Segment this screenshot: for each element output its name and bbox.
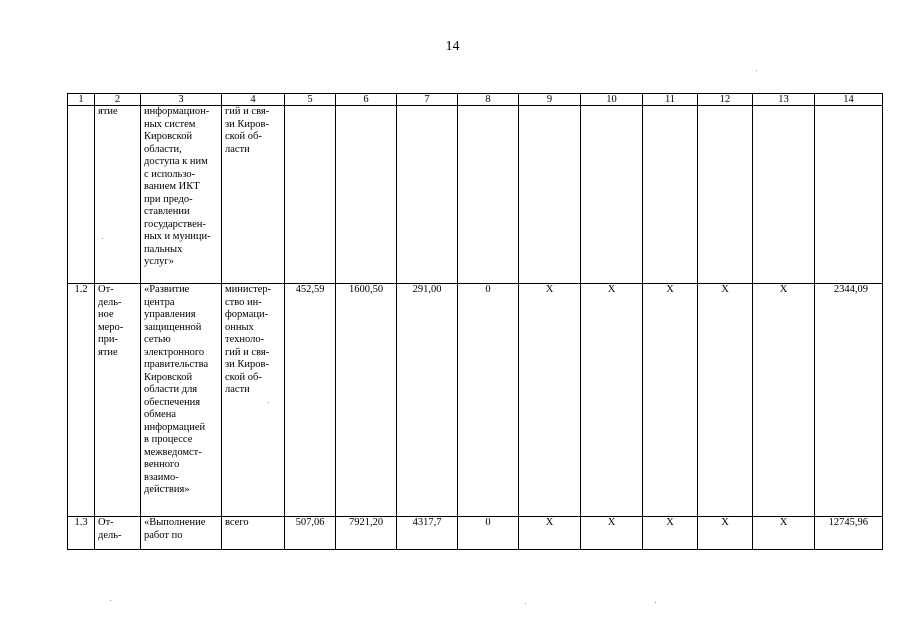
value-cell — [458, 106, 519, 284]
total-cell — [815, 106, 883, 284]
row-executor: гий и свя- зи Киров- ской об- ласти — [222, 106, 285, 284]
column-header: 5 — [285, 94, 336, 106]
table-row — [68, 106, 883, 284]
row-number: 1.2 — [68, 284, 95, 517]
value-cell — [581, 106, 643, 284]
value-cell: Х — [519, 284, 581, 517]
value-cell — [336, 106, 397, 284]
column-header: 2 — [95, 94, 141, 106]
scan-speck — [110, 600, 111, 601]
value-cell: 452,59 — [285, 284, 336, 517]
scan-speck — [525, 603, 526, 604]
total-cell: 2344,09 — [815, 284, 883, 517]
value-cell — [285, 106, 336, 284]
page-number: 14 — [445, 39, 460, 54]
column-header: 11 — [643, 94, 698, 106]
row-title: «Выполнение работ по — [141, 517, 222, 550]
total-cell: 12745,96 — [815, 517, 883, 550]
value-cell: Х — [753, 517, 815, 550]
value-cell: 507,06 — [285, 517, 336, 550]
value-cell — [519, 106, 581, 284]
scan-speck — [756, 70, 757, 71]
column-header: 3 — [141, 94, 222, 106]
value-cell: 4317,7 — [397, 517, 458, 550]
value-cell: Х — [581, 284, 643, 517]
row-number: 1.3 — [68, 517, 95, 550]
scan-speck — [102, 238, 103, 239]
table-row — [68, 284, 883, 517]
row-type: ятие — [95, 106, 141, 284]
column-header: 4 — [222, 94, 285, 106]
column-header: 14 — [815, 94, 883, 106]
row-title: информацион- ных систем Кировской области, доступа к ним с использо- ванием ИКТ при предо- ставлении государствен- ных и муници- пальных услуг» — [141, 106, 222, 284]
value-cell: Х — [753, 284, 815, 517]
scan-speck — [268, 402, 269, 403]
value-cell: Х — [643, 517, 698, 550]
value-cell: Х — [698, 517, 753, 550]
value-cell: 0 — [458, 284, 519, 517]
value-cell — [698, 106, 753, 284]
row-title: «Развитие центра управления защищенной сетью электронного правительства Кировской области для обеспечения обмена информацией в процессе межведомст- венного взаимо- действия» — [141, 284, 222, 517]
value-cell: Х — [581, 517, 643, 550]
value-cell: 7921,20 — [336, 517, 397, 550]
program-table — [67, 93, 883, 550]
row-executor: министер- ство ин- формаци- онных техноло- гий и свя- зи Киров- ской об- ласти — [222, 284, 285, 517]
column-header: 8 — [458, 94, 519, 106]
column-header: 6 — [336, 94, 397, 106]
column-header: 1 — [68, 94, 95, 106]
value-cell: Х — [643, 284, 698, 517]
row-type: От- дель- — [95, 517, 141, 550]
column-header: 9 — [519, 94, 581, 106]
column-number-header — [68, 94, 883, 106]
column-header: 7 — [397, 94, 458, 106]
row-executor: всего — [222, 517, 285, 550]
value-cell — [643, 106, 698, 284]
column-header: 10 — [581, 94, 643, 106]
value-cell — [753, 106, 815, 284]
value-cell — [397, 106, 458, 284]
row-number — [68, 106, 95, 284]
column-header: 13 — [753, 94, 815, 106]
table-row — [68, 517, 883, 550]
scan-speck — [655, 602, 656, 603]
value-cell: Х — [698, 284, 753, 517]
value-cell: 1600,50 — [336, 284, 397, 517]
value-cell: 291,00 — [397, 284, 458, 517]
value-cell: 0 — [458, 517, 519, 550]
value-cell: Х — [519, 517, 581, 550]
row-type: От- дель- ное меро- при- ятие — [95, 284, 141, 517]
column-header: 12 — [698, 94, 753, 106]
